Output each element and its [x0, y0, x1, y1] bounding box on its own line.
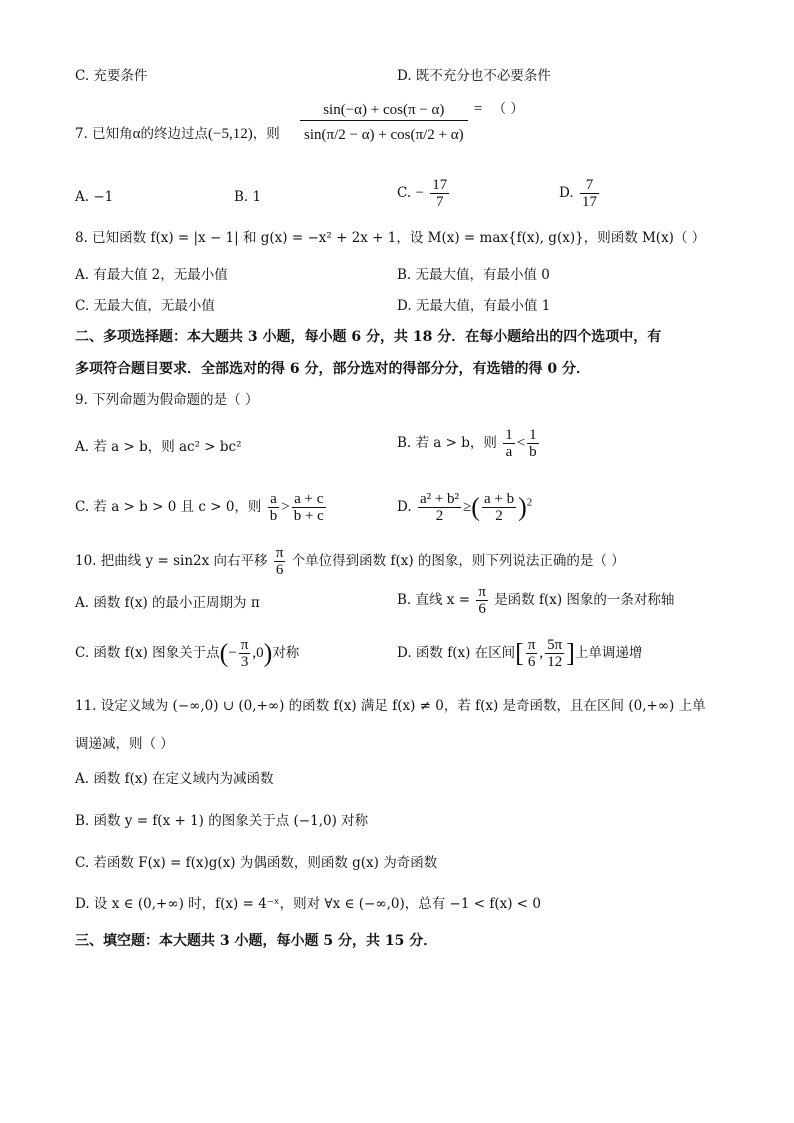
q9-option-d-frac2-num: a + b: [483, 491, 515, 507]
q9-option-d-frac1: [418, 491, 461, 524]
q11-option-c: C. 若函数 F(x) = f(x)g(x) 为偶函数，则函数 g(x) 为奇函数: [75, 855, 438, 871]
q10-option-c-sign: −: [228, 645, 237, 661]
q8-stem: 8. 已知函数 f(x) = |x − 1| 和 g(x) = −x² + 2x + 1，设 M(x) = max{f(x), g(x)}，则函数 M(x)（ ）: [75, 230, 706, 246]
q9-option-a: A. 若 a > b，则 ac² > bc²: [75, 439, 242, 455]
q9-option-b-frac1: [503, 427, 515, 460]
q7-paren: （ ）: [492, 101, 524, 117]
q7-option-c-num: 17: [432, 177, 448, 193]
q10-option-d: [397, 637, 642, 670]
q9-option-c-frac2-num: a + c: [292, 491, 326, 508]
q9-option-b-prefix: B. 若 a > b，则: [397, 435, 497, 451]
q10-option-d-lbracket: [: [515, 638, 524, 668]
q10-option-a: A. 函数 f(x) 的最小正周期为 π: [75, 595, 260, 611]
q10-option-c-den: 3: [240, 654, 249, 670]
q7-option-c-label: C.: [397, 185, 412, 201]
q10-option-d-b-den: 12: [547, 654, 563, 670]
q11-option-a: A. 函数 f(x) 在定义域内为减函数: [75, 771, 274, 787]
q10-stem-suffix: 个单位得到函数 f(x) 的图象，则下列说法正确的是（ ）: [291, 553, 625, 569]
q10-option-c-lparen: (: [219, 638, 229, 668]
q7-option-c-sign: −: [415, 185, 424, 201]
section2-heading-line2: 多项符合题目要求．全部选对的得 6 分，部分选对的得部分分，有选错的得 0 分．: [75, 361, 590, 377]
q9-option-d-frac1-num: a² + b²: [419, 491, 460, 507]
q9-option-c-frac1-den: b: [269, 508, 278, 524]
q10-option-b: [397, 584, 674, 617]
q11-stem-line1: 11. 设定义域为 (−∞,0) ∪ (0,+∞) 的函数 f(x) 满足 f(x) ≠ 0，若 f(x) 是奇函数，且在区间 (0,+∞) 上单: [75, 698, 706, 714]
q11-option-b: B. 函数 y = f(x + 1) 的图象关于点 (−1,0) 对称: [75, 813, 369, 829]
q9-option-b-frac2: [527, 427, 539, 460]
q10-option-d-a-den: 6: [527, 654, 536, 670]
q8-option-a: A. 有最大值 2，无最小值: [75, 267, 228, 283]
q9-option-c: [75, 491, 328, 524]
q9-option-d-frac2-den: 2: [495, 508, 503, 524]
q9-option-c-gt: >: [281, 499, 290, 515]
q9-option-d-frac2: [482, 491, 516, 524]
q10-stem-prefix: 10. 把曲线 y = sin2x 向右平移: [75, 553, 268, 569]
q9-option-b-frac1-den: a: [505, 444, 513, 460]
q7-option-a: A. −1: [75, 189, 114, 205]
q9-option-c-frac2: [292, 491, 326, 524]
q10-option-d-prefix: D. 函数 f(x) 在区间: [397, 645, 516, 661]
q10-option-c-rest: ,0: [252, 645, 264, 661]
q10-option-b-num: π: [478, 584, 486, 600]
section3-heading: 三、填空题：本大题共 3 小题，每小题 5 分，共 15 分．: [75, 933, 438, 949]
section2-heading-line1: 二、多项选择题：本大题共 3 小题，每小题 6 分，共 18 分．在每小题给出的四个选项中，有: [75, 329, 662, 345]
q11-option-d: D. 设 x ∈ (0,+∞) 时，f(x) = 4⁻ˣ，则对 ∀x ∈ (−∞,0)，总有 −1 < f(x) < 0: [75, 896, 541, 912]
q10-option-d-a-num: π: [527, 637, 536, 653]
q10-option-d-comma: ,: [539, 645, 544, 661]
q7-option-d-num: 7: [580, 177, 599, 194]
q10-option-c-num: π: [240, 637, 249, 653]
q10-option-c-rparen: ): [263, 638, 273, 668]
q8-option-c: C. 无最大值，无最小值: [75, 298, 215, 314]
q9-stem: 9. 下列命题为假命题的是（ ）: [75, 392, 259, 408]
q7-option-d: [559, 177, 601, 210]
q6-option-d: D. 既不充分也不必要条件: [397, 68, 551, 84]
q7-fraction: [300, 100, 468, 149]
q7-expression: [298, 100, 524, 149]
q9-option-d: [397, 491, 532, 524]
q10-stem-num: π: [275, 545, 284, 561]
q9-option-b-frac1-num: 1: [505, 427, 513, 443]
q9-option-c-frac1-num: a: [268, 491, 280, 508]
q10-option-c-fraction: [239, 637, 251, 670]
q10-option-b-prefix: B. 直线 x =: [397, 592, 471, 608]
q6-option-c: C. 充要条件: [75, 68, 148, 84]
q9-option-d-exponent: 2: [526, 496, 533, 509]
q10-option-b-fraction: [476, 584, 488, 617]
q10-option-c-prefix: C. 函数 f(x) 图象关于点: [75, 645, 220, 661]
q7-option-c-fraction: [430, 177, 449, 210]
q7-option-c-den: 7: [435, 194, 444, 210]
q10-option-b-den: 6: [478, 601, 486, 617]
q7-stem: [75, 125, 280, 143]
q7-stem-then: ，则: [252, 126, 280, 142]
q10-option-d-rbracket: ]: [566, 638, 575, 668]
q11-stem-line2: 调递减，则（ ）: [75, 736, 174, 752]
q9-option-b-lt: <: [516, 435, 526, 451]
q10-option-d-frac-a: [526, 637, 538, 670]
q10-stem: [75, 545, 625, 578]
q9-option-b-frac2-num: 1: [529, 427, 537, 443]
q7-equals: =: [473, 101, 483, 117]
q10-option-b-suffix: 是函数 f(x) 图象的一条对称轴: [494, 592, 675, 608]
q10-option-d-suffix: 上单调递增: [574, 645, 643, 661]
q8-option-b: B. 无最大值，有最小值 0: [397, 267, 550, 283]
q7-option-d-label: D.: [559, 185, 574, 201]
q9-option-c-frac2-den: b + c: [293, 508, 324, 524]
q7-option-c: [397, 177, 451, 210]
q8-option-d: D. 无最大值，有最小值 1: [397, 298, 551, 314]
q9-option-b: [397, 427, 541, 460]
q7-stem-mid: 的终边过点: [140, 126, 209, 142]
q9-option-c-frac1: [268, 491, 280, 524]
q7-option-b: B. 1: [234, 189, 262, 205]
q9-option-d-ge: ≥: [463, 499, 472, 515]
q10-option-c-suffix: 对称: [272, 645, 300, 661]
q7-alpha: α: [132, 126, 141, 142]
q9-option-d-rparen: ): [518, 492, 527, 522]
q7-option-d-fraction: [580, 177, 599, 210]
q10-option-d-frac-b: [545, 637, 564, 670]
q9-option-d-frac1-den: 2: [435, 508, 444, 524]
q9-option-d-lparen: (: [471, 492, 480, 522]
q7-denominator: sin(π/2 − α) + cos(π/2 + α): [304, 127, 464, 143]
q7-point: (−5,12): [208, 126, 253, 142]
q10-stem-den: 6: [275, 562, 284, 578]
q9-option-b-frac2-den: b: [529, 444, 537, 460]
q10-option-d-b-num: 5π: [547, 637, 563, 653]
q7-stem-prefix: 7. 已知角: [75, 126, 133, 142]
q10-stem-fraction: [274, 545, 286, 578]
q9-option-c-prefix: C. 若 a > b > 0 且 c > 0，则: [75, 499, 262, 515]
q10-option-c: [75, 637, 299, 670]
q7-numerator: sin(−α) + cos(π − α): [300, 100, 468, 121]
q9-option-d-label: D.: [397, 499, 412, 515]
q7-option-d-den: 17: [581, 194, 597, 210]
